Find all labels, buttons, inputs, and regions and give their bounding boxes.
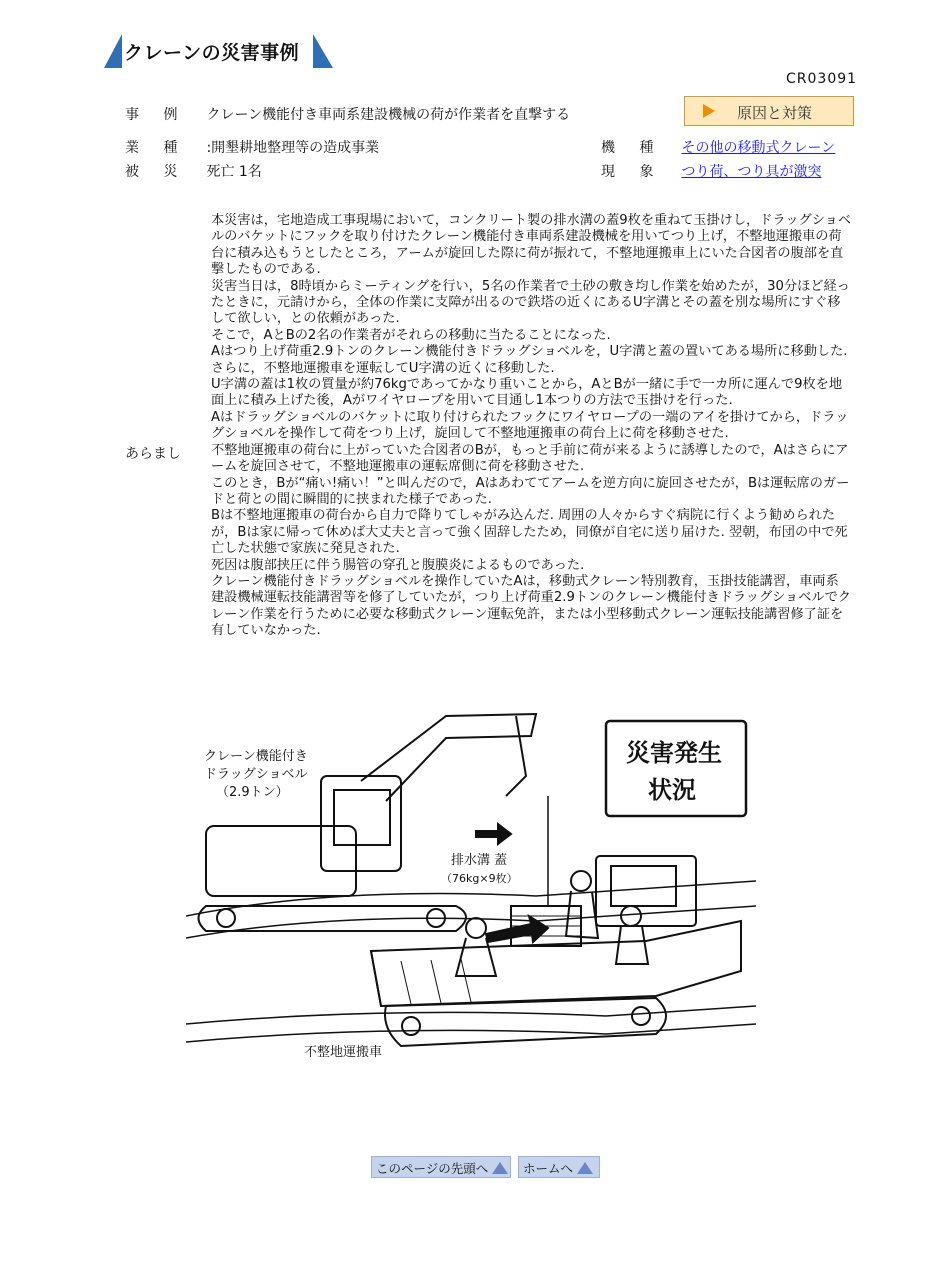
case-id: CR03091 [786, 71, 858, 87]
case-industry-row [125, 137, 379, 157]
crane-label-line1: クレーン機能付き [204, 749, 308, 764]
summary-paragraph: 死因は腹部挟圧に伴う腸管の穿孔と腹膜炎によるものであった. [211, 557, 585, 573]
case-example-row [125, 104, 570, 124]
status-label-line2: 状況 [648, 776, 696, 804]
cover-label-line2: （76kg×9枚） [441, 872, 518, 885]
machine-link[interactable]: その他の移動式クレーン [681, 140, 836, 156]
summary-label: あらまし [125, 446, 181, 462]
carrier-label: 不整地運搬車 [304, 1045, 383, 1060]
summary-paragraph: Aはドラッグショベルのバケットに取り付けられたフックにワイヤロープの一端のアイを掛けてから，ドラッグショベルを操作して荷をつり上げ，旋回して不整地運搬車の荷台上に荷を移動させた. [211, 409, 849, 442]
summary-paragraph: クレーン機能付きドラッグショベルを操作していたAは，移動式クレーン特別教育，玉掛技能講習，車両系建設機械運転技能講習等を修了していたが，つり上げ荷重2.9トンのクレーン機能付きドラッグショベルでクレーン作業を行うために必要な移動式クレーン運転免許，または小型移動式クレーン運転技能講習修了証を有していなかった. [211, 573, 851, 639]
industry-label: 業 種 [125, 140, 188, 156]
home-label: ホームへ [523, 1161, 574, 1176]
cover-label-line1: 排水溝 蓋 [451, 853, 508, 868]
phenomenon-label: 現 象 [601, 164, 664, 180]
summary-paragraph: 不整地運搬車の荷台に上がっていた合図者のBが，もっと手前に荷が来るように誘導したので，Aはさらにアームを旋回させて，不整地運搬車の運転席側に荷を移動させた. [211, 442, 849, 475]
case-phenomenon-row [601, 161, 821, 181]
title-left-tab-icon [104, 34, 122, 68]
page-top-button[interactable] [371, 1156, 511, 1178]
phenomenon-link[interactable]: つり荷、つり具が激突 [681, 164, 822, 180]
case-damage-row [125, 161, 262, 181]
accident-illustration [186, 706, 756, 1106]
cause-button-label: 原因と対策 [737, 104, 813, 122]
machine-label: 機 種 [601, 140, 664, 156]
summary-paragraph: Aはつり上げ荷重2.9トンのクレーン機能付きドラッグショベルを，U字溝と蓋の置いてある場所に移動した. さらに，不整地運搬車を運転してU字溝の近くに移動した. [211, 344, 848, 376]
crane-label-line3: （2.9トン） [216, 785, 289, 800]
industry-value: :開墾耕地整理等の造成事業 [206, 140, 380, 156]
example-value: クレーン機能付き車両系建設機械の荷が作業者を直撃する [206, 107, 571, 123]
summary-paragraph: U字溝の蓋は1枚の質量が約76kgであってかなり重いことから，AとBが一緒に手で一カ所に運んで9枚を地面上に積み上げた後，Aがワイヤロープを用いて目通し1本つりの方法で玉掛けを行った. [211, 377, 843, 409]
up-triangle-icon [577, 1162, 593, 1174]
up-triangle-icon [492, 1162, 508, 1174]
summary-paragraph: 本災害は，宅地造成工事現場において，コンクリート製の排水溝の蓋9枚を重ねて玉掛けし，ドラッグショベルのバケットにフックを取り付けたクレーン機能付き車両系建設機械を用いてつり上げ，不整地運搬車の荷台に積み込もうとしたところ，アームが旋回した際に荷が振れて，不整地運搬車上にいた合図者の腹部を直撃したものである. [211, 213, 851, 278]
home-button[interactable] [518, 1156, 600, 1178]
summary-paragraph: 災害当日は，8時頃からミーティングを行い，5名の作業者で土砂の敷き均し作業を始めたが，30分ほど経ったときに，元請けから，全体の作業に支障が出るので鉄塔の近くにあるU字溝とその蓋を別な場所にすぐ移して欲しい，との依頼があった. [211, 278, 850, 327]
play-arrow-icon [703, 104, 715, 118]
cause-and-measures-button[interactable] [684, 96, 854, 126]
damage-value: 死亡 1名 [206, 164, 262, 180]
page-top-label: このページの先頭へ [376, 1161, 489, 1176]
damage-label: 被 災 [125, 164, 188, 180]
title-right-tab-icon [313, 34, 333, 68]
summary-text [211, 213, 851, 640]
summary-paragraph: そこで，AとBの2名の作業者がそれらの移動に当たることになった. [211, 327, 611, 343]
case-machine-row [601, 137, 835, 157]
status-label-line1: 災害発生 [626, 739, 722, 767]
summary-paragraph: このとき，Bが“痛い!痛い！”と叫んだので，Aはあわててアームを逆方向に旋回させたが，Bは運転席のガードと荷との間に瞬間的に挟まれた様子であった. [211, 475, 850, 507]
summary-paragraph: Bは不整地運搬車の荷台から自力で降りてしゃがみ込んだ. 周囲の人々からすぐ病院に行くよう勧められたが，Bは家に帰って休めば大丈夫と言って強く固辞したため，同僚が自宅に送り届けた. 翌朝，布団の中で死亡した状態で家族に発見された. [211, 508, 848, 557]
example-label: 事 例 [125, 107, 188, 123]
page-title: クレーンの災害事例 [124, 42, 300, 64]
crane-label-line2: ドラッグショベル [204, 767, 308, 782]
